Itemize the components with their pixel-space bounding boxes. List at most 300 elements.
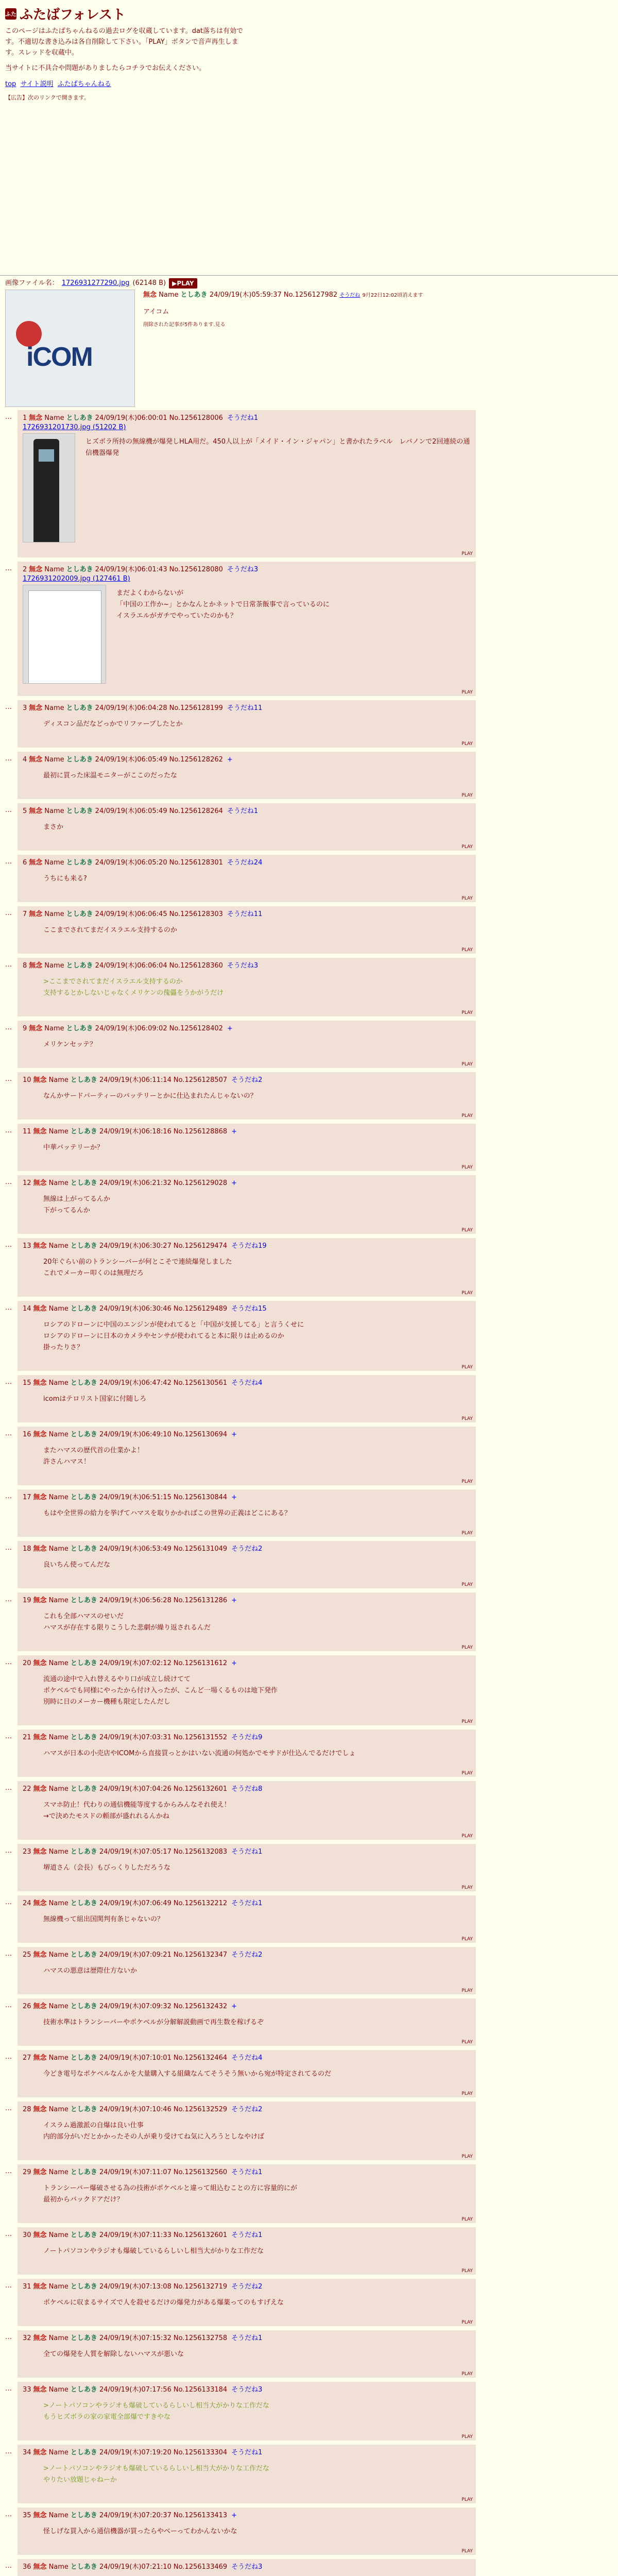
reply-header (23, 1899, 471, 1909)
reply-subject: 無念 (33, 1659, 47, 1667)
reply-sodane-button[interactable]: そうだね15 (231, 1305, 267, 1313)
reply-name: としあき (66, 910, 93, 918)
reply-play-button[interactable]: PLAY (461, 1228, 473, 1233)
reply-sodane-button[interactable]: そうだね1 (227, 807, 259, 815)
reply-header (23, 2385, 471, 2395)
reply-gutter: … (5, 961, 12, 969)
reply-name: としあき (70, 2334, 97, 2342)
reply-play-button[interactable]: PLAY (461, 2154, 473, 2159)
reply-name: としあき (70, 2449, 97, 2456)
reply-name-prefix: Name (48, 2168, 68, 2176)
reply-date: 24/09/19(木)06:53:49 (99, 1545, 171, 1553)
reply-number: 13 (23, 1242, 31, 1250)
reply-sodane-button[interactable]: そうだね1 (231, 1848, 263, 1856)
reply-text: 技術水準はトランシーバーやポケベルが分解解説動画で再生数を稼げるぞ (43, 2019, 264, 2026)
reply-header (23, 2282, 471, 2292)
reply-sodane-button[interactable]: + (231, 1659, 237, 1667)
reply-sodane-button[interactable]: + (227, 1025, 233, 1032)
reply-play-button[interactable]: PLAY (461, 2497, 473, 2502)
reply-name: としあき (70, 2054, 97, 2062)
reply-name: としあき (70, 2512, 97, 2519)
reply-thumbnail[interactable] (23, 433, 75, 543)
reply-name-prefix: Name (44, 962, 64, 970)
reply-post-number[interactable]: No.1256128199 (169, 704, 223, 712)
nav-about-link[interactable]: サイト説明 (20, 80, 54, 89)
reply-play-button[interactable]: PLAY (461, 1834, 473, 1839)
reply-name-prefix: Name (48, 1785, 68, 1793)
reply-box (18, 2227, 476, 2275)
reply-post-number[interactable]: No.1256131552 (173, 1734, 228, 1741)
reply-post-number[interactable]: No.1256133469 (173, 2563, 228, 2571)
reply-gutter: … (5, 1950, 12, 1958)
reply-item (5, 803, 613, 853)
reply-item (5, 2227, 613, 2277)
reply-date: 24/09/19(木)07:15:32 (99, 2334, 171, 2342)
reply-post-number[interactable]: No.1256133304 (173, 2449, 228, 2456)
reply-box (18, 958, 476, 1016)
reply-play-button[interactable]: PLAY (461, 1062, 473, 1067)
reply-play-button[interactable]: PLAY (461, 2371, 473, 2377)
reply-box (18, 2050, 476, 2097)
reply-number: 26 (23, 2003, 31, 2010)
reply-sodane-button[interactable]: そうだね1 (231, 2231, 263, 2239)
reply-post-number[interactable]: No.1256131286 (173, 1597, 228, 1604)
reply-sodane-button[interactable]: そうだね3 (231, 2563, 263, 2571)
reply-post-number[interactable]: No.1256128303 (169, 910, 223, 918)
reply-gutter: … (5, 1241, 12, 1249)
reply-subject: 無念 (33, 2283, 47, 2291)
reply-item (5, 1781, 613, 1842)
reply-sodane-button[interactable]: そうだね4 (231, 1379, 263, 1387)
reply-post-number[interactable]: No.1256132529 (173, 2106, 228, 2113)
reply-date: 24/09/19(木)06:21:32 (99, 1179, 171, 1187)
reply-post-number[interactable]: No.1256129474 (173, 1242, 228, 1250)
op-text: アイコム (143, 308, 169, 316)
reply-name: としあき (70, 1545, 97, 1553)
reply-name-prefix: Name (44, 910, 64, 918)
reply-box (18, 2382, 476, 2441)
reply-post-number[interactable]: No.1256132601 (173, 2231, 228, 2239)
reply-name-prefix: Name (48, 1305, 68, 1313)
reply-post-number[interactable]: No.1256128080 (169, 566, 223, 573)
reply-sodane-button[interactable]: そうだね24 (227, 859, 263, 867)
reply-sodane-button[interactable]: そうだね3 (227, 962, 259, 970)
reply-play-button[interactable]: PLAY (461, 1365, 473, 1370)
reply-item (5, 2559, 613, 2576)
reply-name-prefix: Name (48, 1545, 68, 1553)
reply-post-number[interactable]: No.1256132601 (173, 1785, 228, 1793)
reply-name: としあき (70, 1431, 97, 1438)
reply-file-link[interactable]: 1726931202009.jpg (127461 B) (23, 575, 130, 583)
reply-play-button[interactable]: PLAY (461, 1531, 473, 1536)
reply-play-button[interactable]: PLAY (461, 2549, 473, 2554)
reply-text: icomはテロリスト国家に付随しろ (43, 1395, 147, 1403)
reply-sodane-button[interactable]: そうだね4 (231, 2054, 263, 2062)
reply-name-prefix: Name (44, 414, 64, 422)
reply-date: 24/09/19(木)07:09:32 (99, 2003, 171, 2010)
reply-post-number[interactable]: No.1256132347 (173, 1951, 228, 1959)
reply-post-number[interactable]: No.1256129028 (173, 1179, 228, 1187)
reply-item (5, 2050, 613, 2099)
reply-name-prefix: Name (44, 756, 64, 764)
reply-gutter: … (5, 1493, 12, 1500)
reply-subject: 無念 (33, 1734, 47, 1741)
reply-text: 中華バッテリーか？ (43, 1144, 104, 1151)
reply-sodane-button[interactable]: そうだね1 (231, 2449, 263, 2456)
reply-name-prefix: Name (48, 2512, 68, 2519)
reply-item (5, 1998, 613, 2048)
reply-gutter: … (5, 1304, 12, 1312)
reply-play-button[interactable]: PLAY (461, 2040, 473, 2045)
reply-subject: 無念 (29, 704, 43, 712)
reply-post-number[interactable]: No.1256131049 (173, 1545, 228, 1553)
reply-header (23, 2167, 471, 2178)
reply-play-button[interactable]: PLAY (461, 1113, 473, 1118)
site-logo-icon[interactable]: ふた (5, 8, 16, 20)
deleted-note[interactable]: 削除された記事が5件あります.見る (143, 322, 226, 328)
reply-play-button[interactable]: PLAY (461, 2217, 473, 2222)
reply-play-button[interactable]: PLAY (461, 1010, 473, 1015)
reply-post-number[interactable]: No.1256128507 (173, 1076, 228, 1084)
reply-box (18, 1489, 476, 1537)
reply-play-button[interactable]: PLAY (461, 1165, 473, 1170)
reply-sodane-button[interactable]: そうだね9 (231, 1734, 263, 1741)
reply-gutter: … (5, 1430, 12, 1437)
reply-item (5, 1375, 613, 1425)
reply-number: 27 (23, 2054, 31, 2062)
reply-box (18, 1947, 476, 1994)
reply-post-number[interactable]: No.1256132560 (173, 2168, 228, 2176)
reply-post-number[interactable]: No.1256128360 (169, 962, 223, 970)
reply-name-prefix: Name (48, 1128, 68, 1136)
reply-sodane-button[interactable]: そうだね3 (231, 2386, 263, 2394)
reply-sodane-button[interactable]: そうだね1 (231, 2168, 263, 2176)
reply-post-number[interactable]: No.1256128868 (173, 1128, 228, 1136)
reply-play-button[interactable]: PLAY (461, 1937, 473, 1942)
reply-play-button[interactable]: PLAY (461, 1479, 473, 1484)
reply-text: まさか (43, 823, 64, 831)
reply-post-number[interactable]: No.1256132083 (173, 1848, 228, 1856)
reply-name-prefix: Name (48, 1659, 68, 1667)
reply-play-button[interactable]: PLAY (461, 1582, 473, 1587)
reply-header (23, 2230, 471, 2241)
reply-sodane-button[interactable]: そうだね3 (227, 566, 259, 573)
reply-post-number[interactable]: No.1256130844 (173, 1494, 228, 1501)
divider (0, 275, 618, 276)
reply-number: 10 (23, 1076, 31, 1084)
reply-play-button[interactable]: PLAY (461, 2268, 473, 2274)
reply-gutter: … (5, 2282, 12, 2290)
reply-subject: 無念 (33, 1785, 47, 1793)
reply-play-button[interactable]: PLAY (461, 1416, 473, 1421)
reply-header (23, 1024, 471, 1034)
reply-name-prefix: Name (48, 1179, 68, 1187)
reply-header (23, 1596, 471, 1606)
reply-file-link[interactable]: 1726931201730.jpg (51202 B) (23, 423, 126, 431)
reply-header (23, 1544, 471, 1554)
reply-header (23, 1847, 471, 1857)
reply-sodane-button[interactable]: そうだね19 (231, 1242, 267, 1250)
reply-sodane-button[interactable]: そうだね2 (231, 1076, 263, 1084)
reply-gutter: … (5, 1596, 12, 1603)
reply-item (5, 2279, 613, 2328)
reply-name: としあき (70, 1179, 97, 1187)
reply-header (23, 1658, 471, 1669)
site-header (0, 0, 618, 101)
reply-post-number[interactable]: No.1256133413 (173, 2512, 228, 2519)
reply-play-button[interactable]: PLAY (461, 1645, 473, 1650)
reply-sodane-button[interactable]: + (231, 1128, 237, 1136)
reply-sodane-button[interactable]: そうだね1 (231, 1900, 263, 1907)
reply-sodane-button[interactable]: そうだね11 (227, 910, 263, 918)
reply-subject: 無念 (33, 1076, 47, 1084)
reply-number: 22 (23, 1785, 31, 1793)
op-sodane-button[interactable]: そうだね (339, 293, 360, 298)
reply-gutter: … (5, 1544, 12, 1552)
reply-play-button[interactable]: PLAY (461, 690, 473, 695)
reply-post-number[interactable]: No.1256132432 (173, 2003, 228, 2010)
reply-play-button[interactable]: PLAY (461, 2434, 473, 2439)
reply-sodane-button[interactable]: そうだね1 (231, 2334, 263, 2342)
reply-play-button[interactable]: PLAY (461, 1885, 473, 1890)
reply-date: 24/09/19(木)06:51:15 (99, 1494, 171, 1501)
reply-date: 24/09/19(木)07:11:07 (99, 2168, 171, 2176)
reply-box (18, 1592, 476, 1651)
reply-date: 24/09/19(木)07:02:12 (99, 1659, 171, 1667)
reply-text: >ノートパソコンやラジオも爆破しているらしいし相当大がかりな工作だな もうヒズボラの家の家電全部爆ですきやな (43, 2402, 269, 2421)
reply-post-number[interactable]: No.1256128264 (169, 807, 223, 815)
reply-item (5, 1895, 613, 1945)
ad-notice: 【広告】次のリンクで開きます。 (5, 94, 90, 101)
reply-name: としあき (70, 1128, 97, 1136)
reply-box (18, 1238, 476, 1297)
reply-header (23, 2105, 471, 2115)
reply-sodane-button[interactable]: そうだね2 (231, 1951, 263, 1959)
reply-play-button[interactable]: PLAY (461, 947, 473, 953)
reply-item (5, 2445, 613, 2505)
reply-number: 2 (23, 566, 27, 573)
reply-sodane-button[interactable]: + (227, 756, 233, 764)
reply-gutter: … (5, 1847, 12, 1855)
reply-box (18, 2507, 476, 2555)
reply-date: 24/09/19(木)07:19:20 (99, 2449, 171, 2456)
reply-text: ここまでされてまだイスラエル支持するのか (43, 926, 177, 934)
reply-box (18, 1072, 476, 1120)
reply-date: 24/09/19(木)07:20:37 (99, 2512, 171, 2519)
op-thumbnail[interactable] (5, 290, 135, 407)
reply-subject: 無念 (33, 1545, 47, 1553)
reply-post-number[interactable]: No.1256132758 (173, 2334, 228, 2342)
reply-play-button[interactable]: PLAY (461, 844, 473, 850)
reply-play-button[interactable]: PLAY (461, 2320, 473, 2325)
reply-item (5, 1592, 613, 1653)
op-play-button[interactable]: ▶PLAY (169, 278, 197, 289)
reply-name: としあき (70, 2106, 97, 2113)
reply-box (18, 562, 476, 696)
reply-play-button[interactable]: PLAY (461, 741, 473, 747)
reply-item (5, 752, 613, 801)
reply-date: 24/09/19(木)07:11:33 (99, 2231, 171, 2239)
reply-gutter: … (5, 2167, 12, 2175)
reply-subject: 無念 (33, 1951, 47, 1959)
reply-subject: 無念 (33, 1242, 47, 1250)
reply-name: としあき (66, 962, 93, 970)
reply-post-number[interactable]: No.1256132212 (173, 1900, 228, 1907)
reply-name: としあき (70, 1848, 97, 1856)
reply-header (23, 2562, 471, 2572)
reply-number: 5 (23, 807, 27, 815)
reply-subject: 無念 (29, 414, 43, 422)
site-intro: このページはふたばちゃんねるの過去ログを収蔵しています。dat落ちは有効です。不適切な書き込みは各自削除して下さい。「PLAY」ボタンで音声再生します。スレッドを収蔵中。 (5, 27, 244, 57)
reply-item (5, 958, 613, 1019)
reply-number: 36 (23, 2563, 31, 2571)
site-title[interactable]: ふたばフォレスト (20, 7, 126, 23)
reply-play-button[interactable]: PLAY (461, 1291, 473, 1296)
logo-row (5, 4, 613, 23)
reply-number: 35 (23, 2512, 31, 2519)
reply-subject: 無念 (33, 1179, 47, 1187)
reply-post-number[interactable]: No.1256128262 (169, 756, 223, 764)
file-label: 画像ファイル名： (5, 279, 59, 287)
reply-text: 良いちん使ってんだな (43, 1561, 111, 1569)
reply-text: イスラム過激派の自爆は良い仕事 内的部分がいだとかかったその人が乗り受けてね気に入ろうとしなやけば (43, 2122, 265, 2141)
reply-sodane-button[interactable]: + (231, 1597, 237, 1604)
reply-date: 24/09/19(木)06:56:28 (99, 1597, 171, 1604)
nav-futaba-link[interactable]: ふたばちゃんねる (57, 80, 111, 89)
reply-post-number[interactable]: No.1256130694 (173, 1431, 228, 1438)
reply-post-number[interactable]: No.1256128006 (169, 414, 223, 422)
reply-number: 32 (23, 2334, 31, 2342)
reply-play-button[interactable]: PLAY (461, 1988, 473, 1993)
reply-item (5, 855, 613, 904)
reply-sodane-button[interactable]: そうだね8 (231, 1785, 263, 1793)
reply-subject: 無念 (33, 2231, 47, 2239)
reply-sodane-button[interactable]: + (231, 1494, 237, 1501)
reply-date: 24/09/19(木)07:05:17 (99, 1848, 171, 1856)
reply-name-prefix: Name (44, 704, 64, 712)
reply-sodane-button[interactable]: + (231, 2512, 237, 2519)
reply-name-prefix: Name (48, 2003, 68, 2010)
reply-item (5, 410, 613, 560)
reply-name-prefix: Name (44, 807, 64, 815)
reply-post-number[interactable]: No.1256132719 (173, 2283, 228, 2291)
reply-name-prefix: Name (48, 2231, 68, 2239)
reply-item (5, 2164, 613, 2225)
reply-name: としあき (70, 1734, 97, 1741)
reply-date: 24/09/19(木)06:30:27 (99, 1242, 171, 1250)
reply-date: 24/09/19(木)07:09:21 (99, 1951, 171, 1959)
reply-date: 24/09/19(木)06:05:20 (95, 859, 167, 867)
reply-text: ポケベルに収まるサイズで人を殺せるだけの爆発力がある爆薬ってのもすげえな (43, 2299, 284, 2307)
reply-subject: 無念 (29, 910, 43, 918)
reply-box (18, 1375, 476, 1422)
reply-post-number[interactable]: No.1256128402 (169, 1025, 223, 1032)
op-file-link[interactable]: 1726931277290.jpg (61, 279, 130, 287)
reply-play-button[interactable]: PLAY (461, 793, 473, 798)
reply-item (5, 562, 613, 698)
reply-play-button[interactable]: PLAY (461, 896, 473, 901)
reply-sodane-button[interactable]: + (231, 1431, 237, 1438)
reply-post-number[interactable]: No.1256132464 (173, 2054, 228, 2062)
reply-name-prefix: Name (44, 566, 64, 573)
reply-header (23, 909, 471, 920)
op-date: 24/09/19(木)05:59:37 (209, 291, 282, 299)
reply-sodane-button[interactable]: そうだね2 (231, 2106, 263, 2113)
reply-text: まだよくわからないが 「中国の工作か~」とかなんとかネットで日常茶飯事で言っているのに イスラエルがガチでやっていたのかも？ (116, 589, 330, 620)
reply-name-prefix: Name (48, 1431, 68, 1438)
reply-subject: 無念 (33, 2054, 47, 2062)
reply-text: 無線は上がってるんか 下がってるんか (43, 1195, 111, 1214)
reply-name-prefix: Name (48, 2563, 68, 2571)
reply-subject: 無念 (29, 756, 43, 764)
reply-post-number[interactable]: No.1256130561 (173, 1379, 228, 1387)
reply-text: ヒズボラ所持の無線機が爆発しHLA用だ。450人以上が「メイド・イン・ジャパン」と書かれたラベル レバノンで2回連続の通信機器爆発 (85, 438, 470, 457)
reply-sodane-button[interactable]: + (231, 2003, 237, 2010)
reply-subject: 無念 (33, 1900, 47, 1907)
reply-box (18, 2445, 476, 2503)
radio-image-icon (33, 439, 59, 543)
reply-name: としあき (70, 1494, 97, 1501)
reply-text: 流通の途中で入れ替えるやり口が成立し続けてて ポケベルでも同様にやったから付け入ったが、こんど一場くるものは地下発作 別時に日のメーカー機種も限定したんだし (43, 1675, 278, 1706)
reply-subject: 無念 (33, 2449, 47, 2456)
reply-sodane-button[interactable]: + (231, 1179, 237, 1187)
reply-name: としあき (70, 2283, 97, 2291)
reply-box (18, 2102, 476, 2160)
op-body (143, 290, 423, 407)
reply-box (18, 855, 476, 902)
reply-box (18, 1124, 476, 1171)
reply-post-number[interactable]: No.1256133184 (173, 2386, 228, 2394)
reply-post-number[interactable]: No.1256129489 (173, 1305, 228, 1313)
reply-text: 堺道さん（会長）もびっくりしただろうな (43, 1864, 171, 1872)
reply-play-button[interactable]: PLAY (461, 551, 473, 556)
reply-thumbnail[interactable] (23, 585, 106, 684)
reply-header (23, 1493, 471, 1503)
nav-top-link[interactable]: top (5, 80, 16, 89)
reply-play-button[interactable]: PLAY (461, 1719, 473, 1724)
reply-gutter: … (5, 2333, 12, 2341)
reply-date: 24/09/19(木)06:04:28 (95, 704, 167, 712)
reply-name: としあき (66, 859, 93, 867)
reply-play-button[interactable]: PLAY (461, 2091, 473, 2096)
reply-sodane-button[interactable]: そうだね1 (227, 414, 259, 422)
reply-sodane-button[interactable]: そうだね2 (231, 2283, 263, 2291)
reply-list (0, 410, 618, 2576)
reply-play-button[interactable]: PLAY (461, 1771, 473, 1776)
reply-post-number[interactable]: No.1256131612 (173, 1659, 228, 1667)
reply-sodane-button[interactable]: そうだね11 (227, 704, 263, 712)
reply-date: 24/09/19(木)06:11:14 (99, 1076, 171, 1084)
reply-header (23, 413, 471, 423)
reply-box (18, 1301, 476, 1371)
reply-subject: 無念 (29, 1025, 43, 1032)
reply-number: 21 (23, 1734, 31, 1741)
op-number[interactable]: No.1256127982 (283, 291, 338, 299)
reply-subject: 無念 (33, 2168, 47, 2176)
reply-date: 24/09/19(木)06:47:42 (99, 1379, 171, 1387)
reply-sodane-button[interactable]: そうだね2 (231, 1545, 263, 1553)
nav-links (5, 78, 613, 88)
reply-name: としあき (70, 1900, 97, 1907)
reply-gutter: … (5, 2105, 12, 2112)
op-subject: 無念 (143, 291, 157, 299)
reply-file-row (23, 575, 471, 583)
reply-number: 34 (23, 2449, 31, 2456)
reply-gutter: … (5, 2230, 12, 2238)
reply-post-number[interactable]: No.1256128301 (169, 859, 223, 867)
reply-header (23, 2511, 471, 2521)
reply-number: 17 (23, 1494, 31, 1501)
